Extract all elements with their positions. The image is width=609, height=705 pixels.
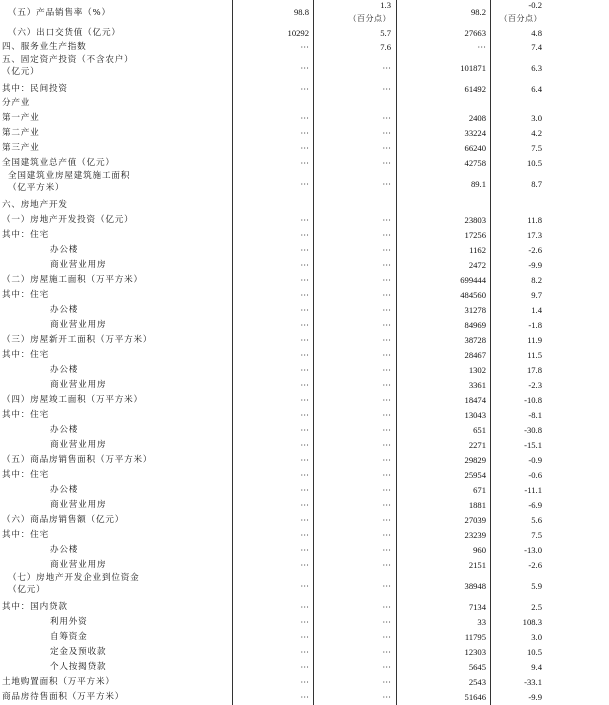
growth-cumulative: 17.8 bbox=[526, 364, 542, 375]
table-row bbox=[0, 126, 609, 140]
growth-current: ··· bbox=[382, 379, 391, 390]
table-row bbox=[0, 318, 609, 332]
value-cumulative: 38948 bbox=[464, 581, 486, 591]
table-row bbox=[0, 482, 609, 498]
table-row bbox=[0, 558, 609, 572]
value-current: ··· bbox=[300, 229, 309, 240]
value-cumulative: 5645 bbox=[468, 661, 486, 672]
table-row bbox=[0, 452, 609, 468]
table-row bbox=[0, 302, 609, 318]
growth-current: ··· bbox=[382, 214, 391, 225]
value-current: 10292 bbox=[287, 27, 309, 38]
value-current: ··· bbox=[300, 157, 309, 168]
growth-cumulative: -2.6 bbox=[528, 244, 542, 255]
table-row bbox=[0, 332, 609, 348]
value-cumulative: 2408 bbox=[468, 112, 486, 123]
table-row bbox=[0, 378, 609, 392]
growth-current: ··· bbox=[382, 559, 391, 570]
value-current: ··· bbox=[300, 304, 309, 315]
growth-cumulative: -2.6 bbox=[528, 559, 542, 570]
value-cumulative: 1302 bbox=[468, 364, 486, 375]
growth-current: ··· bbox=[382, 499, 391, 510]
table-row bbox=[0, 438, 609, 452]
row-label: 定金及预收款 bbox=[50, 646, 107, 657]
table-row bbox=[0, 26, 609, 40]
growth-cumulative: 9.4 bbox=[531, 661, 542, 672]
value-current: ··· bbox=[300, 661, 309, 672]
value-current: ··· bbox=[300, 409, 309, 420]
growth-cumulative: -6.9 bbox=[528, 499, 542, 510]
growth-current: ··· bbox=[382, 289, 391, 300]
value-current: ··· bbox=[300, 289, 309, 300]
value-cumulative: 671 bbox=[473, 484, 486, 495]
value-current: ··· bbox=[300, 646, 309, 657]
value-current: ··· bbox=[300, 454, 309, 465]
table-row bbox=[0, 242, 609, 258]
value-cumulative: 98.2 bbox=[470, 7, 486, 17]
value-current: ··· bbox=[300, 484, 309, 495]
row-label: 其中：住宅 bbox=[2, 349, 49, 360]
row-label: 五、固定资产投资（不含农户） bbox=[2, 55, 134, 65]
growth-cumulative: 8.7 bbox=[531, 179, 542, 189]
row-label: 四、服务业生产指数 bbox=[2, 41, 87, 52]
table-row bbox=[0, 498, 609, 512]
growth-current: ··· bbox=[382, 349, 391, 360]
row-label: 个人按揭贷款 bbox=[50, 661, 107, 672]
row-label: 其中：住宅 bbox=[2, 469, 49, 480]
growth-cumulative: -2.3 bbox=[528, 379, 542, 390]
growth-current: ··· bbox=[382, 631, 391, 642]
value-current: ··· bbox=[300, 83, 309, 94]
row-label: 第一产业 bbox=[2, 112, 40, 123]
growth-current: ··· bbox=[382, 244, 391, 255]
row-label: （五）产品销售率（%） bbox=[8, 7, 111, 18]
growth-current: ··· bbox=[382, 274, 391, 285]
growth-cumulative: 6.4 bbox=[531, 83, 542, 94]
table-row bbox=[0, 82, 609, 96]
table-row bbox=[0, 348, 609, 362]
row-label: （二）房屋施工面积（万平方米） bbox=[2, 274, 143, 285]
value-cumulative: 23803 bbox=[464, 214, 486, 225]
growth-cumulative: -9.9 bbox=[528, 259, 542, 270]
growth-cumulative: -10.8 bbox=[524, 394, 542, 405]
growth-current: ··· bbox=[382, 616, 391, 627]
value-current: ··· bbox=[300, 439, 309, 450]
growth-cumulative: -0.6 bbox=[528, 469, 542, 480]
table-row bbox=[0, 212, 609, 228]
value-current: ··· bbox=[300, 112, 309, 123]
value-cumulative: 38728 bbox=[464, 334, 486, 345]
growth-current: ··· bbox=[382, 319, 391, 330]
row-label: 其中：国内贷款 bbox=[2, 601, 68, 612]
growth-cumulative: -15.1 bbox=[524, 439, 542, 450]
value-current: ··· bbox=[300, 63, 309, 73]
growth-current: ··· bbox=[382, 676, 391, 687]
row-label: 土地购置面积（万平方米） bbox=[2, 676, 115, 687]
growth-current: ··· bbox=[382, 409, 391, 420]
growth-current: ··· bbox=[382, 454, 391, 465]
growth-cumulative: 108.3 bbox=[522, 616, 542, 627]
row-label: 办公楼 bbox=[50, 424, 79, 435]
row-label: 第三产业 bbox=[2, 142, 40, 153]
value-cumulative: 2271 bbox=[468, 439, 486, 450]
row-label: 商业营业用房 bbox=[50, 439, 107, 450]
value-cumulative: 2472 bbox=[468, 259, 486, 270]
value-current: ··· bbox=[300, 274, 309, 285]
table-row bbox=[0, 96, 609, 110]
value-cumulative: 42758 bbox=[464, 157, 486, 168]
growth-cumulative: -13.0 bbox=[524, 544, 542, 555]
value-cumulative: 18474 bbox=[464, 394, 486, 405]
growth-cumulative: -33.1 bbox=[524, 676, 542, 687]
row-label: 第二产业 bbox=[2, 127, 40, 138]
growth-current: 1.3 bbox=[380, 0, 391, 10]
row-label: 其中：住宅 bbox=[2, 409, 49, 420]
row-label: 商业营业用房 bbox=[50, 499, 107, 510]
growth-current: ··· bbox=[382, 83, 391, 94]
growth-current: ··· bbox=[382, 581, 391, 591]
growth-cumulative: 5.9 bbox=[531, 581, 542, 591]
value-cumulative: 28467 bbox=[464, 349, 486, 360]
table-row bbox=[0, 644, 609, 660]
table-row bbox=[0, 528, 609, 542]
growth-current: ··· bbox=[382, 646, 391, 657]
growth-cumulative: 7.4 bbox=[531, 41, 542, 52]
row-label-continued: （亿元） bbox=[2, 67, 40, 77]
row-label: 其中：住宅 bbox=[2, 289, 49, 300]
growth-current: ··· bbox=[382, 394, 391, 405]
table-row bbox=[0, 422, 609, 438]
value-current: ··· bbox=[300, 424, 309, 435]
growth-cumulative: 4.8 bbox=[531, 27, 542, 38]
value-cumulative: 7134 bbox=[468, 601, 486, 612]
row-label: （六）商品房销售额（亿元） bbox=[2, 514, 125, 525]
table-row bbox=[0, 512, 609, 528]
growth-current: ··· bbox=[382, 439, 391, 450]
value-current: ··· bbox=[300, 364, 309, 375]
table-row bbox=[0, 468, 609, 482]
growth-cumulative: 11.8 bbox=[527, 214, 542, 225]
growth-current: ··· bbox=[382, 127, 391, 138]
growth-cumulative: 7.5 bbox=[531, 529, 542, 540]
table-row bbox=[0, 272, 609, 288]
value-cumulative: 17256 bbox=[464, 229, 486, 240]
row-label: （七）房地产开发企业到位资金 bbox=[8, 573, 140, 583]
value-cumulative: 29829 bbox=[464, 454, 486, 465]
table-row bbox=[0, 140, 609, 156]
growth-cumulative: -9.9 bbox=[528, 692, 542, 702]
growth-current: ··· bbox=[382, 259, 391, 270]
value-cumulative: 3361 bbox=[468, 379, 486, 390]
growth-cumulative: 5.6 bbox=[531, 514, 542, 525]
unit-note: （百分点） bbox=[499, 14, 542, 23]
growth-cumulative: -0.9 bbox=[528, 454, 542, 465]
value-current: ··· bbox=[300, 529, 309, 540]
value-current: ··· bbox=[300, 394, 309, 405]
row-label: 自筹资金 bbox=[50, 631, 88, 642]
growth-current: ··· bbox=[382, 692, 391, 702]
growth-cumulative: -0.2 bbox=[528, 0, 542, 10]
growth-cumulative: 11.5 bbox=[527, 349, 542, 360]
value-current: ··· bbox=[300, 692, 309, 702]
growth-cumulative: 3.0 bbox=[531, 631, 542, 642]
table-row bbox=[0, 362, 609, 378]
row-label: 办公楼 bbox=[50, 484, 79, 495]
table-row bbox=[0, 572, 609, 600]
table-row bbox=[0, 198, 609, 212]
table-row bbox=[0, 614, 609, 630]
table-row bbox=[0, 392, 609, 408]
value-current: ··· bbox=[300, 214, 309, 225]
row-label: 商品房待售面积（万平方米） bbox=[2, 692, 125, 702]
value-current: ··· bbox=[300, 379, 309, 390]
row-label: 全国建筑业总产值（亿元） bbox=[2, 157, 115, 168]
value-cumulative: 101871 bbox=[460, 63, 486, 73]
growth-current: ··· bbox=[382, 112, 391, 123]
growth-current: ··· bbox=[382, 157, 391, 168]
growth-cumulative: -8.1 bbox=[528, 409, 542, 420]
growth-current: ··· bbox=[382, 514, 391, 525]
table-row bbox=[0, 690, 609, 705]
value-cumulative: 699444 bbox=[460, 274, 486, 285]
value-cumulative: 33224 bbox=[464, 127, 486, 138]
growth-current: ··· bbox=[382, 469, 391, 480]
growth-current: ··· bbox=[382, 544, 391, 555]
value-current: ··· bbox=[300, 514, 309, 525]
growth-cumulative: 8.2 bbox=[531, 274, 542, 285]
growth-cumulative: 6.3 bbox=[531, 63, 542, 73]
row-label: 商业营业用房 bbox=[50, 259, 107, 270]
value-current: ··· bbox=[300, 601, 309, 612]
value-current: ··· bbox=[300, 334, 309, 345]
table-row bbox=[0, 600, 609, 614]
row-label: 商业营业用房 bbox=[50, 559, 107, 570]
growth-current: ··· bbox=[382, 334, 391, 345]
table-row bbox=[0, 228, 609, 242]
growth-cumulative: 1.4 bbox=[531, 304, 542, 315]
growth-cumulative: -1.8 bbox=[528, 319, 542, 330]
value-cumulative: 2543 bbox=[468, 676, 486, 687]
value-cumulative: 1162 bbox=[469, 244, 486, 255]
value-cumulative: 25954 bbox=[464, 469, 486, 480]
value-current: ··· bbox=[300, 499, 309, 510]
value-current: ··· bbox=[300, 631, 309, 642]
growth-cumulative: 9.7 bbox=[531, 289, 542, 300]
growth-cumulative: 4.2 bbox=[531, 127, 542, 138]
row-label: 办公楼 bbox=[50, 244, 79, 255]
value-current: ··· bbox=[300, 676, 309, 687]
value-current: ··· bbox=[300, 616, 309, 627]
table-row bbox=[0, 40, 609, 54]
table-row bbox=[0, 660, 609, 674]
row-label: 全国建筑业房屋建筑施工面积 bbox=[8, 171, 131, 181]
growth-current: 5.7 bbox=[380, 27, 391, 38]
growth-cumulative: 17.3 bbox=[526, 229, 542, 240]
table-row bbox=[0, 258, 609, 272]
value-current: ··· bbox=[300, 142, 309, 153]
value-current: ··· bbox=[300, 41, 309, 52]
row-label: （六）出口交货值（亿元） bbox=[8, 27, 121, 38]
growth-current: ··· bbox=[382, 179, 391, 189]
value-cumulative: 51646 bbox=[464, 692, 486, 702]
growth-current: ··· bbox=[382, 601, 391, 612]
value-current: ··· bbox=[300, 581, 309, 591]
growth-current: ··· bbox=[382, 142, 391, 153]
row-label-continued: （亿元） bbox=[8, 585, 46, 595]
table-row bbox=[0, 630, 609, 644]
value-cumulative: 27039 bbox=[464, 514, 486, 525]
row-label: 办公楼 bbox=[50, 364, 79, 375]
growth-cumulative: 10.5 bbox=[526, 646, 542, 657]
table-row bbox=[0, 110, 609, 126]
value-cumulative: 12303 bbox=[464, 646, 486, 657]
row-label: 办公楼 bbox=[50, 544, 79, 555]
value-cumulative: 23239 bbox=[464, 529, 486, 540]
value-cumulative: 484560 bbox=[460, 289, 486, 300]
value-current: ··· bbox=[300, 349, 309, 360]
value-current: ··· bbox=[300, 559, 309, 570]
growth-cumulative: 3.0 bbox=[531, 112, 542, 123]
growth-cumulative: 10.5 bbox=[526, 157, 542, 168]
growth-current: ··· bbox=[382, 529, 391, 540]
row-label: （三）房屋新开工面积（万平方米） bbox=[2, 334, 153, 345]
growth-current: ··· bbox=[382, 229, 391, 240]
row-label: 其中：住宅 bbox=[2, 529, 49, 540]
row-label: 分产业 bbox=[2, 97, 31, 108]
value-cumulative: 13043 bbox=[464, 409, 486, 420]
growth-current: ··· bbox=[382, 424, 391, 435]
row-label: 其中：民间投资 bbox=[2, 83, 68, 94]
value-cumulative: ··· bbox=[477, 41, 486, 52]
growth-cumulative: 2.5 bbox=[531, 601, 542, 612]
growth-cumulative: 11.9 bbox=[527, 334, 542, 345]
row-label-continued: （亿平方米） bbox=[8, 183, 65, 193]
table-row bbox=[0, 542, 609, 558]
growth-current: ··· bbox=[382, 484, 391, 495]
growth-current: ··· bbox=[382, 661, 391, 672]
growth-cumulative: -11.1 bbox=[524, 484, 542, 495]
value-cumulative: 11795 bbox=[464, 631, 486, 642]
growth-current: ··· bbox=[382, 63, 391, 73]
value-cumulative: 89.1 bbox=[470, 179, 486, 189]
value-current: ··· bbox=[300, 179, 309, 189]
value-cumulative: 31278 bbox=[464, 304, 486, 315]
value-current: ··· bbox=[300, 544, 309, 555]
row-label: 办公楼 bbox=[50, 304, 79, 315]
row-label: 利用外资 bbox=[50, 616, 88, 627]
value-cumulative: 84969 bbox=[464, 319, 486, 330]
value-current: ··· bbox=[300, 259, 309, 270]
value-cumulative: 61492 bbox=[464, 83, 486, 94]
growth-cumulative: 7.5 bbox=[531, 142, 542, 153]
value-current: ··· bbox=[300, 319, 309, 330]
row-label: （四）房屋竣工面积（万平方米） bbox=[2, 394, 143, 405]
growth-current: ··· bbox=[382, 364, 391, 375]
row-label: 商业营业用房 bbox=[50, 379, 107, 390]
row-label: 商业营业用房 bbox=[50, 319, 107, 330]
row-label: （一）房地产开发投资（亿元） bbox=[2, 214, 134, 225]
value-cumulative: 2151 bbox=[468, 559, 486, 570]
value-current: ··· bbox=[300, 127, 309, 138]
table-row bbox=[0, 674, 609, 690]
value-cumulative: 27663 bbox=[464, 27, 486, 38]
growth-current: ··· bbox=[382, 304, 391, 315]
value-current: 98.8 bbox=[293, 7, 309, 17]
unit-note: （百分点） bbox=[348, 14, 391, 23]
growth-current: 7.6 bbox=[380, 41, 391, 52]
value-cumulative: 651 bbox=[473, 424, 486, 435]
row-label: 其中：住宅 bbox=[2, 229, 49, 240]
value-current: ··· bbox=[300, 469, 309, 480]
table-row bbox=[0, 0, 609, 26]
row-label: 六、房地产开发 bbox=[2, 199, 68, 210]
value-cumulative: 960 bbox=[473, 544, 486, 555]
table-row bbox=[0, 156, 609, 170]
value-cumulative: 33 bbox=[477, 616, 486, 627]
growth-cumulative: -30.8 bbox=[524, 424, 542, 435]
value-cumulative: 66240 bbox=[464, 142, 486, 153]
table-row bbox=[0, 288, 609, 302]
row-label: （五）商品房销售面积（万平方米） bbox=[2, 454, 153, 465]
table-row bbox=[0, 170, 609, 198]
table-row bbox=[0, 54, 609, 82]
value-cumulative: 1881 bbox=[468, 499, 486, 510]
table-row bbox=[0, 408, 609, 422]
value-current: ··· bbox=[300, 244, 309, 255]
